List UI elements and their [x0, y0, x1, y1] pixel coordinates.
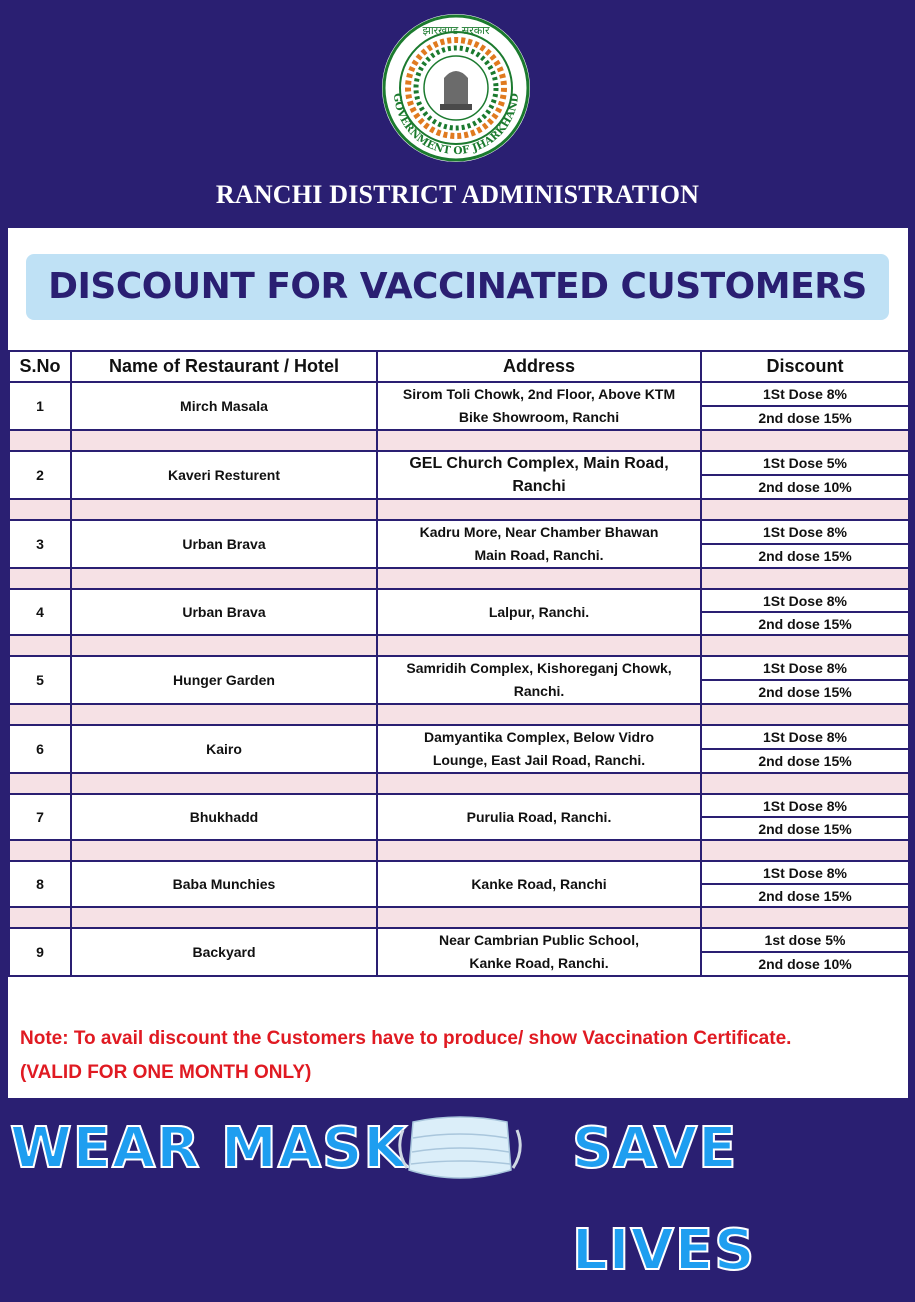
address-line-1: Samridih Complex, Kishoreganj Chowk, — [406, 660, 672, 676]
row-discount-dose1: 1St Dose 8% — [701, 520, 909, 544]
note-line-1: Note: To avail discount the Customers have to produce/ show Vaccination Certificate. — [20, 1028, 792, 1049]
row-address — [377, 794, 701, 840]
row-discount-dose1: 1St Dose 8% — [701, 794, 909, 817]
table-row — [9, 725, 909, 749]
row-sno: 5 — [9, 656, 71, 704]
header-discount: Discount — [701, 351, 909, 382]
table-row — [9, 451, 909, 475]
address-line-2: Main Road, Ranchi. — [474, 547, 604, 563]
row-discount-dose1: 1St Dose 5% — [701, 451, 909, 475]
page-title: DISCOUNT FOR VACCINATED CUSTOMERS — [48, 266, 867, 307]
row-discount-dose1: 1St Dose 8% — [701, 861, 909, 884]
header-name: Name of Restaurant / Hotel — [71, 351, 377, 382]
address-line-1: Damyantika Complex, Below Vidro — [423, 729, 655, 745]
row-sno: 1 — [9, 382, 71, 430]
row-discount-dose1: 1St Dose 8% — [701, 589, 909, 612]
row-sno: 4 — [9, 589, 71, 635]
table-row — [9, 382, 909, 406]
row-address — [377, 861, 701, 907]
address-line-1: Lalpur, Ranchi. — [488, 603, 590, 620]
address-line-2: Bike Showroom, Ranchi — [458, 409, 620, 425]
address-line-1: Near Cambrian Public School, — [439, 932, 639, 948]
spacer-row — [9, 907, 909, 928]
address-line-2: Ranchi — [512, 478, 566, 495]
table-row — [9, 861, 909, 884]
address-line-2: Ranchi. — [513, 683, 565, 699]
title-banner — [26, 254, 889, 320]
spacer-row — [9, 773, 909, 794]
address-line-1: Purulia Road, Ranchi. — [466, 808, 612, 825]
table-row — [9, 656, 909, 680]
row-sno: 6 — [9, 725, 71, 773]
address-line-1: GEL Church Complex, Main Road, — [409, 455, 669, 472]
address-line-1: Sirom Toli Chowk, 2nd Floor, Above KTM — [402, 386, 676, 402]
address-line-1: Kanke Road, Ranchi — [471, 875, 607, 892]
row-name: Kairo — [71, 725, 377, 773]
row-name: Urban Brava — [71, 589, 377, 635]
row-sno: 8 — [9, 861, 71, 907]
address-line-1: Kadru More, Near Chamber Bhawan — [419, 524, 659, 540]
header-sno: S.No — [9, 351, 71, 382]
address-line-2: Kanke Road, Ranchi. — [469, 955, 609, 971]
note-line-2: (VALID FOR ONE MONTH ONLY) — [20, 1062, 312, 1083]
footer-banner — [0, 1098, 915, 1283]
row-name: Mirch Masala — [71, 382, 377, 430]
row-discount-dose1: 1St Dose 8% — [701, 656, 909, 680]
row-address — [377, 725, 701, 773]
row-name: Baba Munchies — [71, 861, 377, 907]
row-discount-dose2: 2nd dose 15% — [701, 612, 909, 635]
row-address — [377, 656, 701, 704]
spacer-row — [9, 568, 909, 589]
header — [0, 0, 915, 228]
row-name: Hunger Garden — [71, 656, 377, 704]
save-lives-slogan: SAVE LIVES — [572, 1116, 756, 1283]
row-discount-dose2: 2nd dose 15% — [701, 817, 909, 840]
row-address — [377, 520, 701, 568]
spacer-row — [9, 499, 909, 520]
spacer-row — [9, 635, 909, 656]
row-discount-dose2: 2nd dose 10% — [701, 475, 909, 499]
row-discount-dose2: 2nd dose 10% — [701, 952, 909, 976]
emblem-bottom-text: GOVERNMENT OF JHARKHAND — [390, 92, 522, 158]
jharkhand-emblem-icon — [380, 12, 532, 164]
spacer-row — [9, 430, 909, 451]
face-mask-icon — [395, 1110, 525, 1190]
spacer-row — [9, 704, 909, 725]
row-sno: 2 — [9, 451, 71, 499]
row-sno: 9 — [9, 928, 71, 976]
row-discount-dose2: 2nd dose 15% — [701, 749, 909, 773]
row-discount-dose2: 2nd dose 15% — [701, 544, 909, 568]
row-discount-dose2: 2nd dose 15% — [701, 406, 909, 430]
table-header-row — [9, 351, 909, 382]
content-panel — [8, 228, 908, 1098]
row-address — [377, 451, 701, 499]
note — [20, 1022, 905, 1090]
row-discount-dose2: 2nd dose 15% — [701, 680, 909, 704]
row-sno: 7 — [9, 794, 71, 840]
row-name: Backyard — [71, 928, 377, 976]
header-address: Address — [377, 351, 701, 382]
row-discount-dose1: 1St Dose 8% — [701, 382, 909, 406]
row-name: Kaveri Resturent — [71, 451, 377, 499]
row-address — [377, 382, 701, 430]
spacer-row — [9, 840, 909, 861]
row-sno: 3 — [9, 520, 71, 568]
row-address — [377, 589, 701, 635]
organization-name: RANCHI DISTRICT ADMINISTRATION — [215, 180, 700, 209]
address-line-2: Lounge, East Jail Road, Ranchi. — [432, 752, 646, 768]
table-row — [9, 589, 909, 612]
row-name: Bhukhadd — [71, 794, 377, 840]
table-row — [9, 928, 909, 952]
row-discount-dose2: 2nd dose 15% — [701, 884, 909, 907]
row-address — [377, 928, 701, 976]
wear-mask-slogan: WEAR MASK — [10, 1116, 408, 1181]
emblem-top-text: झारखण्ड सरकार — [422, 24, 490, 37]
discount-table — [8, 350, 910, 977]
row-name: Urban Brava — [71, 520, 377, 568]
table-row — [9, 794, 909, 817]
row-discount-dose1: 1st dose 5% — [701, 928, 909, 952]
table-row — [9, 520, 909, 544]
row-discount-dose1: 1St Dose 8% — [701, 725, 909, 749]
